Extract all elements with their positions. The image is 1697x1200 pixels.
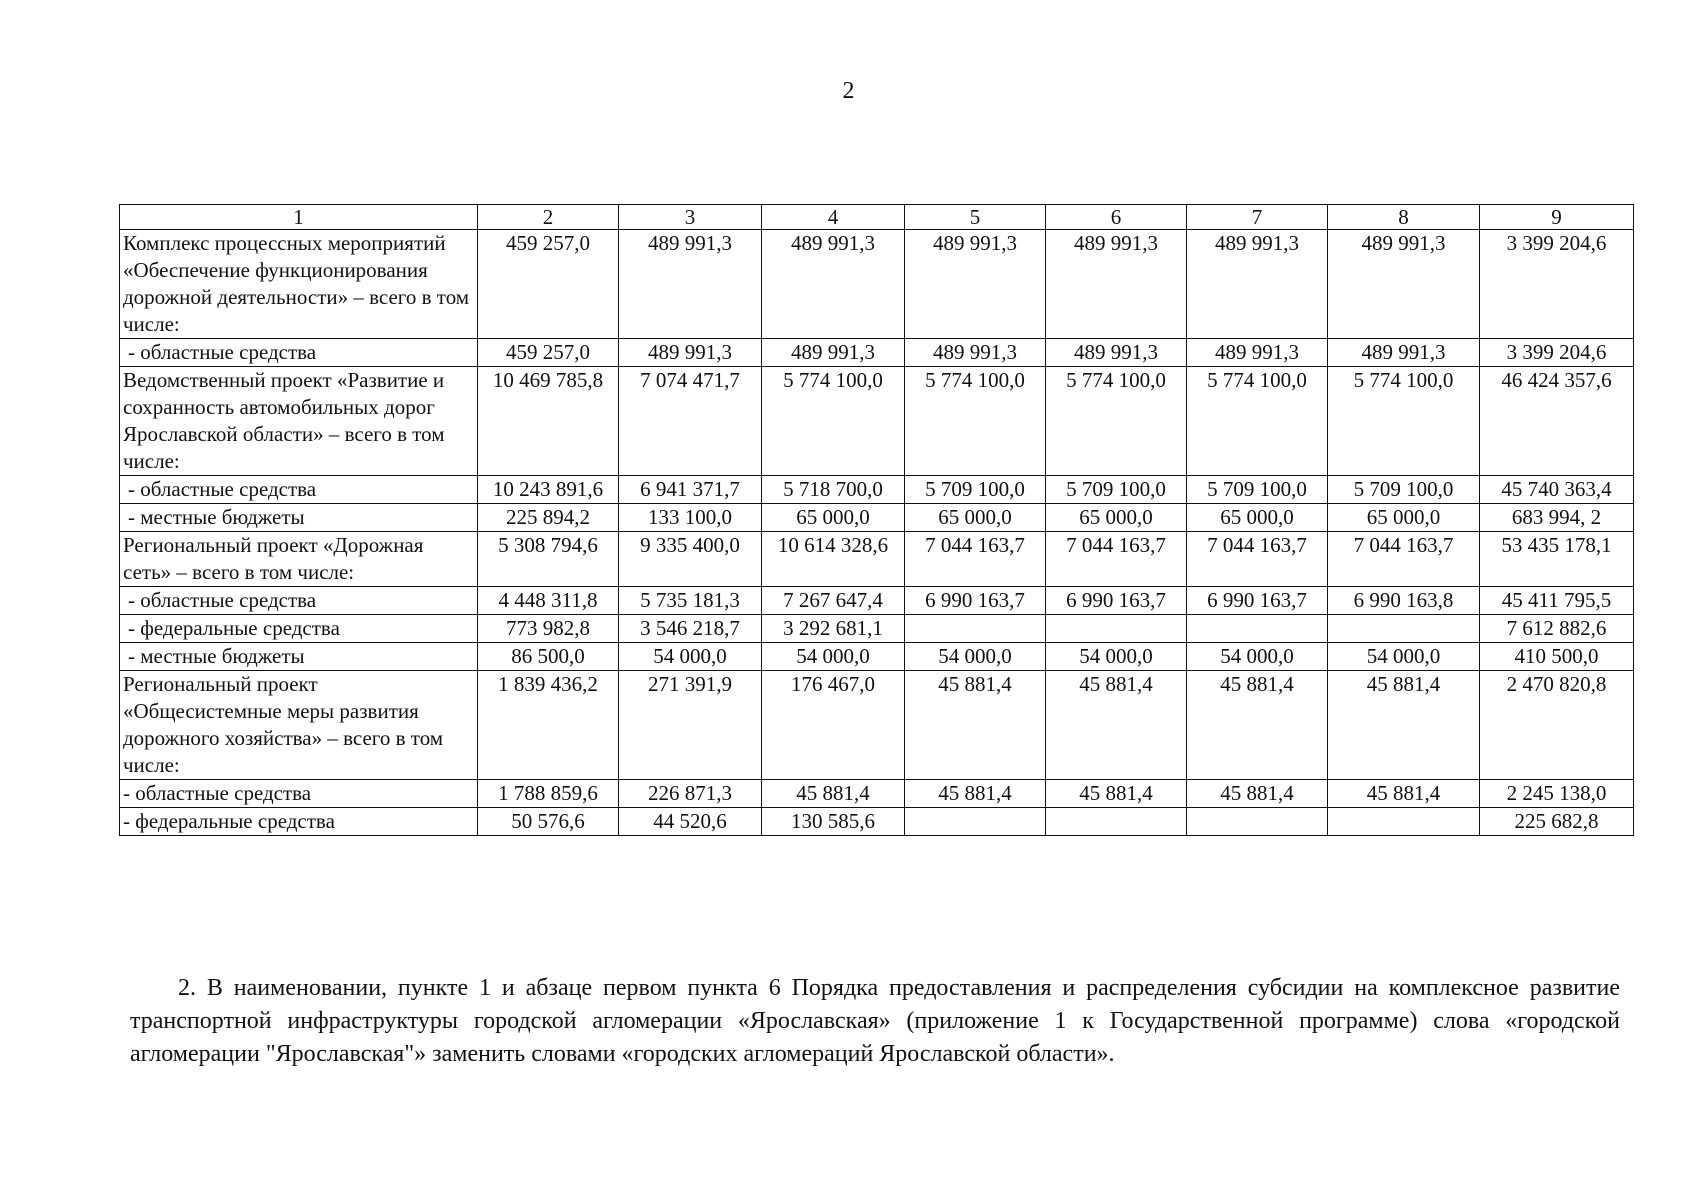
- table-cell: 1 788 859,6: [478, 780, 619, 808]
- table-cell: 6 941 371,7: [619, 476, 762, 504]
- table-row: [120, 504, 1634, 532]
- table-cell: 271 391,9: [619, 671, 762, 780]
- table-cell: [1046, 615, 1187, 643]
- table-cell: 2 245 138,0: [1480, 780, 1634, 808]
- table-cell: 489 991,3: [905, 230, 1046, 339]
- table-cell: 489 991,3: [619, 339, 762, 367]
- table-cell: 489 991,3: [1328, 230, 1480, 339]
- table-row: [120, 367, 1634, 476]
- row-label: - федеральные средства: [120, 615, 478, 643]
- table-cell: 65 000,0: [1328, 504, 1480, 532]
- table-cell: [905, 615, 1046, 643]
- table-cell: 133 100,0: [619, 504, 762, 532]
- column-header: 3: [619, 205, 762, 230]
- table-cell: 54 000,0: [619, 643, 762, 671]
- table-cell: 10 243 891,6: [478, 476, 619, 504]
- table-cell: 489 991,3: [1046, 230, 1187, 339]
- table-cell: 5 709 100,0: [1328, 476, 1480, 504]
- table-cell: 489 991,3: [905, 339, 1046, 367]
- column-header: 6: [1046, 205, 1187, 230]
- table-cell: 176 467,0: [762, 671, 905, 780]
- table-cell: 3 292 681,1: [762, 615, 905, 643]
- table-cell: 7 044 163,7: [1328, 532, 1480, 587]
- table-cell: 6 990 163,7: [1187, 587, 1328, 615]
- table-cell: [1328, 808, 1480, 836]
- table-cell: 6 990 163,8: [1328, 587, 1480, 615]
- column-header: 7: [1187, 205, 1328, 230]
- table-cell: 3 399 204,6: [1480, 339, 1634, 367]
- table-cell: 10 469 785,8: [478, 367, 619, 476]
- table-cell: 45 881,4: [1187, 780, 1328, 808]
- table-cell: 54 000,0: [762, 643, 905, 671]
- table-cell: 2 470 820,8: [1480, 671, 1634, 780]
- row-label: - федеральные средства: [120, 808, 478, 836]
- table-cell: 45 881,4: [1328, 780, 1480, 808]
- table-cell: 7 044 163,7: [905, 532, 1046, 587]
- table-cell: 489 991,3: [619, 230, 762, 339]
- table-cell: 5 709 100,0: [905, 476, 1046, 504]
- table-cell: 773 982,8: [478, 615, 619, 643]
- table-row: [120, 615, 1634, 643]
- table-cell: 683 994, 2: [1480, 504, 1634, 532]
- table-row: [120, 532, 1634, 587]
- table-cell: [1187, 615, 1328, 643]
- row-label: - областные средства: [120, 476, 478, 504]
- table-row: [120, 339, 1634, 367]
- table-cell: 5 308 794,6: [478, 532, 619, 587]
- row-label: Региональный проект «Общесистемные меры развития дорожного хозяйства» – всего в том числе:: [120, 671, 478, 780]
- table-cell: [1328, 615, 1480, 643]
- funding-table: [119, 204, 1634, 836]
- table-cell: 225 894,2: [478, 504, 619, 532]
- column-header: 9: [1480, 205, 1634, 230]
- column-header: 2: [478, 205, 619, 230]
- table-cell: 5 709 100,0: [1187, 476, 1328, 504]
- page-number: 2: [842, 78, 855, 104]
- table-cell: 45 740 363,4: [1480, 476, 1634, 504]
- table-cell: 10 614 328,6: [762, 532, 905, 587]
- table-cell: 1 839 436,2: [478, 671, 619, 780]
- table-cell: 5 735 181,3: [619, 587, 762, 615]
- table-cell: 45 881,4: [1046, 780, 1187, 808]
- row-label: - местные бюджеты: [120, 643, 478, 671]
- table-cell: 65 000,0: [762, 504, 905, 532]
- table-cell: 225 682,8: [1480, 808, 1634, 836]
- table-cell: 7 074 471,7: [619, 367, 762, 476]
- table-cell: [905, 808, 1046, 836]
- table-row: [120, 230, 1634, 339]
- table-cell: 5 774 100,0: [905, 367, 1046, 476]
- table-row: [120, 587, 1634, 615]
- table-cell: 7 044 163,7: [1187, 532, 1328, 587]
- table-cell: 50 576,6: [478, 808, 619, 836]
- table-cell: 86 500,0: [478, 643, 619, 671]
- table-cell: 489 991,3: [1328, 339, 1480, 367]
- table-cell: 45 881,4: [905, 780, 1046, 808]
- table-cell: 5 774 100,0: [762, 367, 905, 476]
- table-cell: 54 000,0: [905, 643, 1046, 671]
- table-cell: 3 546 218,7: [619, 615, 762, 643]
- row-label: Региональный проект «Дорожная сеть» – всего в том числе:: [120, 532, 478, 587]
- table-cell: 54 000,0: [1328, 643, 1480, 671]
- table-row: [120, 476, 1634, 504]
- row-label: Комплекс процессных мероприятий «Обеспечение функционирования дорожной деятельности» – всего в том числе:: [120, 230, 478, 339]
- table-cell: 489 991,3: [1187, 339, 1328, 367]
- row-label: Ведомственный проект «Развитие и сохранность автомобильных дорог Ярославской области» – всего в том числе:: [120, 367, 478, 476]
- table-cell: 53 435 178,1: [1480, 532, 1634, 587]
- table-cell: 45 411 795,5: [1480, 587, 1634, 615]
- table-cell: 45 881,4: [1187, 671, 1328, 780]
- table-cell: 6 990 163,7: [1046, 587, 1187, 615]
- table-cell: 5 774 100,0: [1187, 367, 1328, 476]
- table-cell: 45 881,4: [905, 671, 1046, 780]
- table-cell: 5 774 100,0: [1328, 367, 1480, 476]
- header-row: [120, 205, 1634, 230]
- table-cell: 65 000,0: [1187, 504, 1328, 532]
- row-label: - местные бюджеты: [120, 504, 478, 532]
- table-cell: 54 000,0: [1046, 643, 1187, 671]
- table-cell: 45 881,4: [762, 780, 905, 808]
- column-header: 8: [1328, 205, 1480, 230]
- table-cell: 489 991,3: [762, 339, 905, 367]
- amendment-paragraph: 2. В наименовании, пункте 1 и абзаце первом пункта 6 Порядка предоставления и распределения субсидии на комплексное развитие транспортной инфраструктуры городской агломерации «Ярославская» (приложение 1 к Государственной программе) слова «городской агломерации "Ярославская"» заменить словами «городских агломераций Ярославской области».: [130, 975, 1620, 1067]
- table-cell: 3 399 204,6: [1480, 230, 1634, 339]
- row-label: - областные средства: [120, 339, 478, 367]
- table-cell: 489 991,3: [1046, 339, 1187, 367]
- table-cell: 7 267 647,4: [762, 587, 905, 615]
- table-row: [120, 643, 1634, 671]
- table-cell: 45 881,4: [1328, 671, 1480, 780]
- table-cell: 4 448 311,8: [478, 587, 619, 615]
- table-cell: 46 424 357,6: [1480, 367, 1634, 476]
- table-cell: 459 257,0: [478, 230, 619, 339]
- table-cell: [1046, 808, 1187, 836]
- table-cell: 54 000,0: [1187, 643, 1328, 671]
- table-cell: 410 500,0: [1480, 643, 1634, 671]
- column-header: 5: [905, 205, 1046, 230]
- column-header: 4: [762, 205, 905, 230]
- column-header: 1: [120, 205, 478, 230]
- table-row: [120, 808, 1634, 836]
- table-cell: 65 000,0: [905, 504, 1046, 532]
- table-cell: [1187, 808, 1328, 836]
- row-label: - областные средства: [120, 780, 478, 808]
- row-label: - областные средства: [120, 587, 478, 615]
- table-cell: 9 335 400,0: [619, 532, 762, 587]
- table-cell: 459 257,0: [478, 339, 619, 367]
- table-cell: 5 718 700,0: [762, 476, 905, 504]
- table-cell: 226 871,3: [619, 780, 762, 808]
- table-cell: 489 991,3: [762, 230, 905, 339]
- table-cell: 6 990 163,7: [905, 587, 1046, 615]
- table-cell: 5 774 100,0: [1046, 367, 1187, 476]
- table-cell: 5 709 100,0: [1046, 476, 1187, 504]
- table-cell: 44 520,6: [619, 808, 762, 836]
- table-cell: 45 881,4: [1046, 671, 1187, 780]
- table-cell: 7 612 882,6: [1480, 615, 1634, 643]
- table-cell: 65 000,0: [1046, 504, 1187, 532]
- table-row: [120, 671, 1634, 780]
- table-cell: 130 585,6: [762, 808, 905, 836]
- table-cell: 489 991,3: [1187, 230, 1328, 339]
- table-cell: 7 044 163,7: [1046, 532, 1187, 587]
- table-row: [120, 780, 1634, 808]
